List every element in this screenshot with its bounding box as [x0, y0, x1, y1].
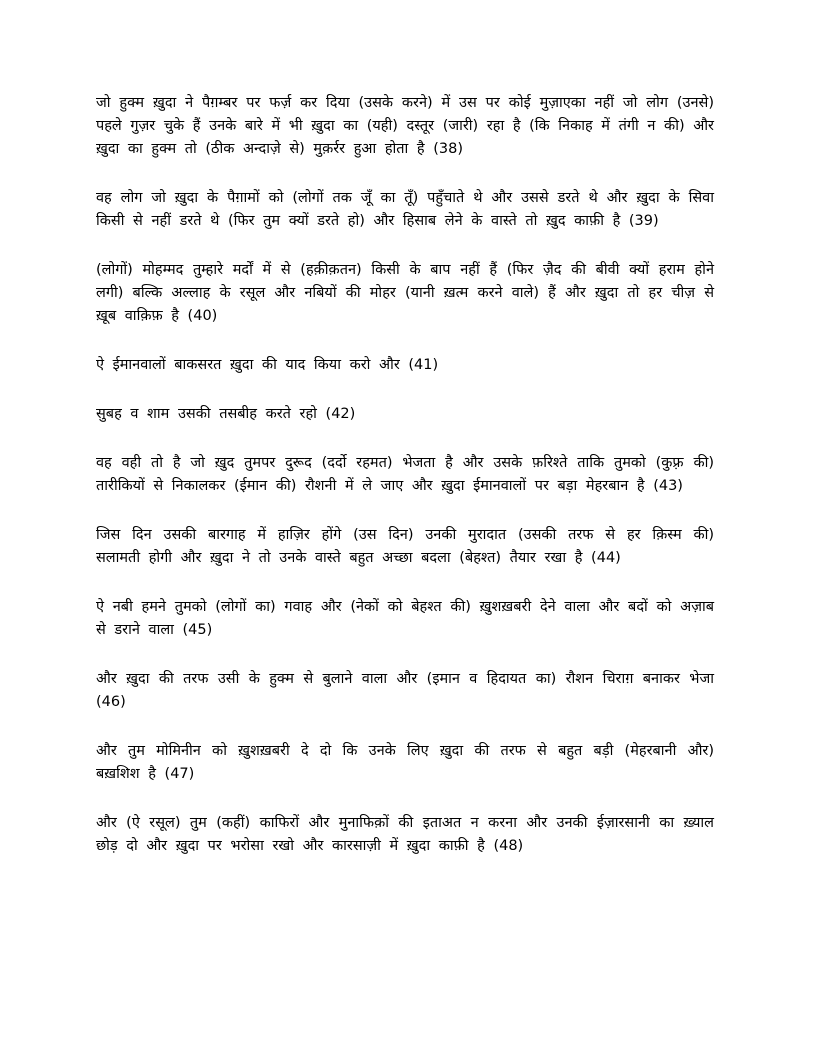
- verse-paragraph: जो हुक्म ख़ुदा ने पैग़म्बर पर फर्ज़ कर दिया (उसके करने) में उस पर कोई मुज़ाएका नहीं जो लोग (उनसे) पहले गुज़र चुके हैं उनके बारे में भी ख़ुदा का (यही) दस्तूर (जारी) रहा है (कि निकाह में तंगी न की) और ख़ुदा का हुक्म तो (ठीक अन्दाज़े से) मुक़र्रर हुआ होता है (38): [96, 95, 714, 157]
- document-page: [96, 92, 714, 884]
- verse-paragraph: वह लोग जो ख़ुदा के पैग़ामों को (लोगों तक जूँ का तूँ) पहुँचाते थे और उससे डरते थे और ख़ुदा के सिवा किसी से नहीं डरते थे (फिर तुम क्यों डरते हो) और हिसाब लेने के वास्ते तो ख़ुद काफ़ी है (39): [96, 190, 714, 229]
- verse-paragraph: वह वही तो है जो ख़ुद तुमपर दुरूद (दर्दो रहमत) भेजता है और उसके फ़रिश्ते ताकि तुमको (कुफ़्र की) तारीकियों से निकालकर (ईमान की) रौशनी में ले जाए और ख़ुदा ईमानवालों पर बड़ा मेहरबान है (43): [96, 455, 714, 494]
- verse-paragraph: और ख़ुदा की तरफ उसी के हुक्म से बुलाने वाला और (इमान व हिदायत का) रौशन चिराग़ बनाकर भेजा (46): [96, 671, 714, 710]
- verse-paragraph: और तुम मोमिनीन को ख़ुशख़बरी दे दो कि उनके लिए ख़ुदा की तरफ से बहुत बड़ी (मेहरबानी और) बख़शिश है (47): [96, 743, 714, 782]
- verse-paragraph: ऐ नबी हमने तुमको (लोगों का) गवाह और (नेकों को बेहश्त की) ख़ुशख़बरी देने वाला और बदों को अज़ाब से डराने वाला (45): [96, 599, 714, 638]
- verse-paragraph: (लोगों) मोहम्मद तुम्हारे मर्दों में से (हक़ीक़तन) किसी के बाप नहीं हैं (फिर ज़ैद की बीवी क्यों हराम होने लगी) बल्कि अल्लाह के रसूल और नबियों की मोहर (यानी ख़त्म करने वाले) हैं और ख़ुदा तो हर चीज़ से ख़ूब वाक़िफ़ है (40): [96, 262, 714, 324]
- verse-paragraph: ऐ ईमानवालों बाकसरत ख़ुदा की याद किया करो और (41): [96, 357, 439, 373]
- verse-paragraph: जिस दिन उसकी बारगाह में हाज़िर होंगे (उस दिन) उनकी मुरादात (उसकी तरफ से हर क़िस्म की) सलामती होगी और ख़ुदा ने तो उनके वास्ते बहुत अच्छा बदला (बेहश्त) तैयार रखा है (44): [96, 527, 714, 566]
- verse-paragraph: सुबह व शाम उसकी तसबीह करते रहो (42): [96, 406, 356, 422]
- verse-paragraph: और (ऐ रसूल) तुम (कहीं) काफिरों और मुनाफिक़ों की इताअत न करना और उनकी ईज़ारसानी का ख़्याल छोड़ दो और ख़ुदा पर भरोसा रखो और कारसाज़ी में ख़ुदा काफ़ी है (48): [96, 815, 714, 854]
